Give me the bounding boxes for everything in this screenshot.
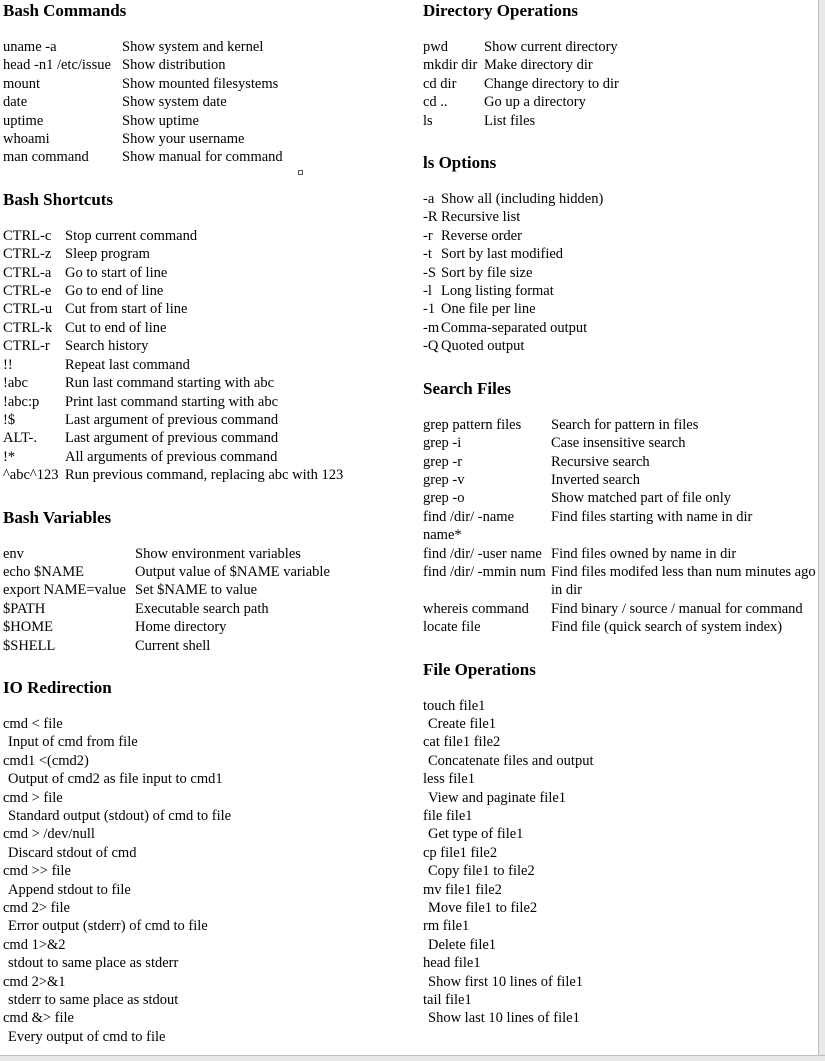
description-cell: Reverse order — [441, 227, 522, 244]
description-cell: Search history — [65, 338, 149, 355]
command-cell: uptime — [3, 112, 44, 129]
variable-cell: $HOME — [3, 619, 53, 636]
command-cell: grep -v — [423, 471, 465, 488]
list-item-command: rm file1 — [423, 918, 470, 935]
shortcut-cell: !! — [3, 356, 13, 373]
table-row — [3, 282, 411, 300]
table-row — [423, 337, 818, 355]
table-row — [3, 93, 411, 111]
description-cell: Repeat last command — [65, 356, 190, 373]
description-cell: Home directory — [135, 619, 227, 636]
table-row — [423, 471, 818, 489]
command-cell: mount — [3, 75, 41, 92]
table-row — [3, 245, 411, 263]
table-row — [3, 264, 411, 282]
table-row — [423, 190, 818, 208]
list-item-command: cat file1 file2 — [423, 734, 501, 751]
description-cell: Sort by last modified — [441, 246, 564, 263]
list-item-command: less file1 — [423, 771, 475, 788]
table-row — [3, 600, 411, 618]
description-cell: Set $NAME to value — [135, 582, 258, 599]
variable-cell: $SHELL — [3, 637, 56, 654]
description-cell: Find files owned by name in dir — [551, 545, 737, 562]
command-cell: ls — [423, 112, 433, 129]
list-item-description: Concatenate files and output — [428, 752, 594, 769]
section-heading: IO Redirection — [3, 677, 112, 697]
table-row — [423, 245, 818, 263]
option-cell: -l — [423, 283, 432, 300]
list-item-description: Get type of file1 — [428, 826, 524, 843]
list-item-description: Move file1 to file2 — [428, 900, 538, 917]
description-cell: Case insensitive search — [551, 435, 686, 452]
shortcut-cell: CTRL-z — [3, 246, 52, 263]
list-item-description: Delete file1 — [428, 936, 497, 953]
description-cell: Show environment variables — [135, 545, 301, 562]
option-cell: -m — [423, 319, 440, 336]
table-row — [3, 411, 411, 429]
description-cell: Run previous command, replacing abc with 123 — [65, 467, 344, 484]
shortcut-cell: CTRL-k — [3, 319, 53, 336]
description-cell: Recursive search — [551, 453, 650, 470]
list-item-description: Append stdout to file — [8, 881, 131, 898]
table-row — [3, 637, 411, 655]
description-cell: All arguments of previous command — [65, 448, 278, 465]
list-item-description: Every output of cmd to file — [8, 1028, 166, 1045]
section-heading: Search Files — [423, 378, 511, 398]
command-cell: find /dir/ -mmin num — [423, 563, 546, 580]
window-right-border — [818, 0, 825, 1061]
io-redirection-list — [3, 715, 411, 1046]
table-row — [423, 319, 818, 337]
command-cell: grep -i — [423, 435, 462, 452]
table-row — [423, 282, 818, 300]
description-cell: Find binary / source / manual for command — [551, 600, 803, 617]
table-row — [423, 300, 818, 318]
command-cell: find /dir/ -name name* — [423, 508, 515, 544]
variable-cell: env — [3, 545, 24, 562]
list-item-command: head file1 — [423, 955, 481, 972]
table-row — [3, 545, 411, 563]
table-row — [3, 356, 411, 374]
table-row — [423, 416, 818, 434]
description-cell: Go up a directory — [484, 94, 586, 111]
variable-cell: $PATH — [3, 600, 46, 617]
description-cell: Search for pattern in files — [551, 416, 699, 433]
description-cell: Show distribution — [122, 57, 226, 74]
bash-commands-section — [3, 0, 411, 167]
description-cell: Comma-separated output — [441, 319, 588, 336]
section-heading: ls Options — [423, 153, 497, 173]
shortcut-cell: !abc:p — [3, 393, 40, 410]
table-row — [423, 563, 818, 600]
command-cell: whoami — [3, 131, 50, 148]
list-item-command: cmd > file — [3, 789, 63, 806]
description-cell: Go to end of line — [65, 283, 164, 300]
command-cell: uname -a — [3, 39, 57, 55]
list-item-command: cmd 2> file — [3, 900, 70, 917]
description-cell: Find files modifed less than num minutes ago in dir — [551, 563, 816, 599]
shortcut-cell: ^abc^123 — [3, 467, 59, 484]
list-item-description: Input of cmd from file — [8, 734, 138, 751]
shortcut-cell: !* — [3, 448, 16, 465]
description-cell: List files — [484, 112, 536, 129]
list-item-command: cmd1 <(cmd2) — [3, 752, 89, 769]
left-column — [3, 0, 411, 1046]
bash-variables-section — [3, 507, 411, 655]
command-cell: date — [3, 94, 28, 111]
description-cell: Show current directory — [484, 39, 618, 55]
table-row — [3, 148, 411, 166]
io-redirection-section — [3, 677, 411, 1046]
description-cell: Inverted search — [551, 471, 640, 488]
list-item-description: Show last 10 lines of file1 — [428, 1010, 580, 1027]
ls-options-section — [423, 152, 818, 356]
option-cell: -Q — [423, 338, 439, 355]
option-cell: -t — [423, 246, 432, 263]
option-cell: -a — [423, 191, 435, 208]
shortcut-cell: !abc — [3, 375, 28, 392]
list-item-command: cmd &> file — [3, 1010, 74, 1027]
description-cell: Run last command starting with abc — [65, 375, 275, 392]
list-item-description: Error output (stderr) of cmd to file — [8, 918, 208, 935]
search-files-table — [423, 416, 818, 637]
description-cell: Change directory to dir — [484, 75, 619, 92]
list-item-command: mv file1 file2 — [423, 881, 502, 898]
command-cell: find /dir/ -user name — [423, 545, 542, 562]
table-row — [423, 93, 818, 111]
list-item-description: Create file1 — [428, 715, 497, 732]
table-row — [3, 75, 411, 93]
list-item-description: Standard output (stdout) of cmd to file — [8, 808, 232, 824]
variable-cell: export NAME=value — [3, 582, 126, 599]
table-row — [3, 466, 411, 484]
command-cell: grep pattern files — [423, 416, 522, 433]
table-row — [3, 429, 411, 447]
command-cell: man command — [3, 149, 89, 166]
shortcut-cell: CTRL-e — [3, 283, 52, 300]
description-cell: Recursive list — [441, 209, 521, 226]
list-item-description: stdout to same place as stderr — [8, 955, 179, 972]
list-item-command: cmd > /dev/null — [3, 826, 95, 843]
shortcut-cell: CTRL-u — [3, 301, 53, 318]
table-row — [3, 300, 411, 318]
shortcut-cell: CTRL-r — [3, 338, 50, 355]
window-bottom-border — [0, 1055, 825, 1061]
command-cell: cd .. — [423, 94, 448, 111]
description-cell: Go to start of line — [65, 264, 168, 281]
list-item-command: cmd 1>&2 — [3, 936, 66, 953]
command-cell: mkdir dir — [423, 57, 478, 74]
table-row — [3, 56, 411, 74]
option-cell: -R — [423, 209, 438, 226]
list-item-command: cmd < file — [3, 715, 63, 732]
table-row — [3, 618, 411, 636]
command-cell: pwd — [423, 39, 448, 55]
description-cell: Long listing format — [441, 283, 554, 300]
table-row — [423, 38, 818, 56]
shortcut-cell: ALT-. — [3, 430, 37, 447]
table-row — [3, 112, 411, 130]
description-cell: Show system date — [122, 94, 227, 111]
table-row — [423, 508, 818, 545]
option-cell: -r — [423, 227, 433, 244]
shortcut-cell: CTRL-a — [3, 264, 52, 281]
description-cell: Show your username — [122, 131, 245, 148]
table-row — [423, 453, 818, 471]
description-cell: Show all (including hidden) — [441, 191, 604, 208]
description-cell: Sort by file size — [441, 264, 533, 281]
list-item-command: cmd 2>&1 — [3, 973, 66, 990]
table-row — [423, 112, 818, 130]
list-item-description: Show first 10 lines of file1 — [428, 973, 584, 990]
option-cell: -S — [423, 264, 436, 281]
table-row — [3, 38, 411, 56]
section-heading: Bash Commands — [3, 1, 127, 20]
table-row — [423, 618, 818, 636]
command-cell: whereis command — [423, 600, 529, 617]
file-operations-section — [423, 659, 818, 1028]
option-cell: -1 — [423, 301, 436, 318]
description-cell: Show system and kernel — [122, 39, 264, 55]
section-heading: Directory Operations — [423, 1, 579, 20]
description-cell: Print last command starting with abc — [65, 393, 279, 410]
table-row — [423, 545, 818, 563]
command-cell: grep -o — [423, 490, 465, 507]
description-cell: Show mounted filesystems — [122, 75, 279, 92]
list-item-description: Discard stdout of cmd — [8, 844, 137, 861]
table-row — [3, 319, 411, 337]
description-cell: Last argument of previous command — [65, 411, 279, 428]
right-column — [423, 0, 818, 1028]
bash-variables-table — [3, 545, 411, 655]
table-row — [423, 264, 818, 282]
shortcut-cell: !$ — [3, 411, 16, 428]
description-cell: Last argument of previous command — [65, 430, 279, 447]
list-item-description: Copy file1 to file2 — [428, 863, 535, 880]
bash-commands-table — [3, 38, 411, 167]
description-cell: Show manual for command — [122, 149, 283, 166]
description-cell: Quoted output — [441, 338, 525, 355]
table-row — [423, 56, 818, 74]
section-heading: File Operations — [423, 659, 536, 679]
description-cell: Find file (quick search of system index) — [551, 619, 783, 636]
table-row — [3, 393, 411, 411]
directory-operations-section — [423, 0, 818, 130]
table-row — [423, 600, 818, 618]
table-row — [3, 130, 411, 148]
table-row — [3, 563, 411, 581]
command-cell: head -n1 /etc/issue — [3, 57, 111, 74]
description-cell: Cut to end of line — [65, 319, 167, 336]
description-cell: Cut from start of line — [65, 301, 188, 318]
command-cell: locate file — [423, 619, 481, 636]
description-cell: Show matched part of file only — [551, 490, 731, 507]
ls-options-table — [423, 190, 818, 356]
section-heading: Bash Shortcuts — [3, 189, 114, 209]
table-row — [3, 337, 411, 355]
command-cell: grep -r — [423, 453, 463, 470]
description-cell: Sleep program — [65, 246, 150, 263]
table-row — [3, 448, 411, 466]
table-row — [423, 227, 818, 245]
table-row — [3, 581, 411, 599]
description-cell: Executable search path — [135, 600, 269, 617]
list-item-description: Output of cmd2 as file input to cmd1 — [8, 771, 223, 788]
description-cell: One file per line — [441, 301, 536, 318]
file-operations-list — [423, 697, 818, 1028]
description-cell: Current shell — [135, 637, 211, 654]
bash-shortcuts-table — [3, 227, 411, 485]
list-item-description: View and paginate file1 — [428, 789, 567, 806]
table-row — [423, 434, 818, 452]
list-item-command: cmd >> file — [3, 863, 71, 880]
directory-operations-table — [423, 38, 818, 130]
table-row — [423, 489, 818, 507]
description-cell: Output value of $NAME variable — [135, 563, 330, 580]
table-row — [3, 227, 411, 245]
list-item-command: cp file1 file2 — [423, 844, 498, 861]
shortcut-cell: CTRL-c — [3, 227, 52, 244]
list-item-description: stderr to same place as stdout — [8, 992, 179, 1009]
table-row — [423, 208, 818, 226]
command-cell: cd dir — [423, 75, 457, 92]
bash-shortcuts-section — [3, 189, 411, 485]
description-cell: Find files starting with name in dir — [551, 508, 753, 525]
description-cell: Stop current command — [65, 227, 198, 244]
description-cell: Make directory dir — [484, 57, 593, 74]
list-item-command: tail file1 — [423, 992, 472, 1009]
search-files-section — [423, 378, 818, 637]
table-row — [3, 374, 411, 392]
variable-cell: echo $NAME — [3, 563, 84, 580]
section-heading: Bash Variables — [3, 507, 112, 527]
list-item-command: file file1 — [423, 808, 473, 824]
list-item-command: touch file1 — [423, 697, 486, 714]
description-cell: Show uptime — [122, 112, 199, 129]
table-row — [423, 75, 818, 93]
